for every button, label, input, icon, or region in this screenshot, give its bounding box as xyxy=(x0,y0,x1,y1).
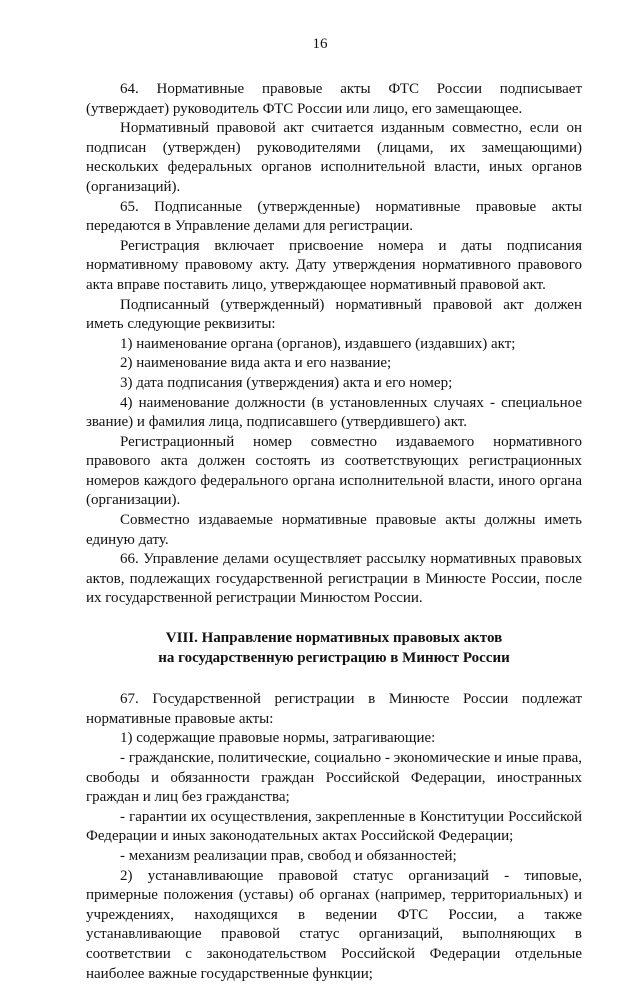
list-item: 3) дата подписания (утверждения) акта и его номер; xyxy=(120,374,453,391)
paragraph: 66. Управление делами осуществляет рассылку нормативных правовых актов, подлежащих государственной регистрации в Минюсте России, после их государственной регистрации Минюстом России. xyxy=(86,551,582,607)
list-item: 2) устанавливающие правовой статус организаций - типовые, примерные положения (уставы) об органах (например, территориальных) и учреждениях, находящихся в ведении ФТС России, а также устанавливающие правовой статус организаций, выполняющих в соответствии с законодательством Российской Федерации отдельные наиболее важные государственные функции; xyxy=(86,867,582,982)
list-item: - механизм реализации прав, свобод и обязанностей; xyxy=(120,847,457,864)
list-item: - гражданские, политические, социально - экономические и иные права, свободы и обязанности граждан Российской Федерации, иностранных граждан и лиц без гражданства; xyxy=(86,750,582,806)
paragraph: Совместно издаваемые нормативные правовые акты должны иметь единую дату. xyxy=(86,512,582,548)
paragraph: Нормативный правовой акт считается изданным совместно, если он подписан (утвержден) руководителями (лицами, их замещающими) нескольких федеральных органов исполнительной власти, иных органов (организаций). xyxy=(86,120,582,195)
section-heading-line: VIII. Направление нормативных правовых актов xyxy=(165,630,503,647)
page-number: 16 xyxy=(312,36,328,52)
paragraph: 65. Подписанные (утвержденные) нормативные правовые акты передаются в Управление делами для регистрации. xyxy=(86,198,582,235)
list-item: 2) наименование вида акта и его название; xyxy=(120,355,392,372)
section-heading xyxy=(86,629,582,668)
list-item: 1) содержащие правовые нормы, затрагивающие: xyxy=(120,730,436,747)
paragraph: 67. Государственной регистрации в Минюсте России подлежат нормативные правовые акты: xyxy=(86,691,582,727)
list-item: - гарантии их осуществления, закрепленные в Конституции Российской Федерации и иных законодательных актах Российской Федерации; xyxy=(86,808,582,845)
paragraph: Подписанный (утвержденный) нормативный правовой акт должен иметь следующие реквизиты: xyxy=(86,296,582,333)
document-body xyxy=(86,80,582,984)
paragraph: 64. Нормативные правовые акты ФТС России подписывает (утверждает) руководитель ФТС России или лицо, его замещающее. xyxy=(86,81,582,117)
paragraph: Регистрационный номер совместно издаваемого нормативного правового акта должен состоять из соответствующих регистрационных номеров каждого федерального органа исполнительной власти, иного органа (организации). xyxy=(86,433,582,509)
list-item: 1) наименование органа (органов), издавшего (издавших) акт; xyxy=(120,335,516,352)
section-heading-line: на государственную регистрацию в Минюст России xyxy=(158,649,510,666)
list-item: 4) наименование должности (в установленных случаях - специальное звание) и фамилия лица, подписавшего (утвердившего) акт. xyxy=(86,394,582,431)
paragraph: Регистрация включает присвоение номера и даты подписания нормативному правовому акту. Дату утверждения нормативного правового акта вправе поставить лицо, утверждающее нормативный правовой акт. xyxy=(86,237,582,293)
